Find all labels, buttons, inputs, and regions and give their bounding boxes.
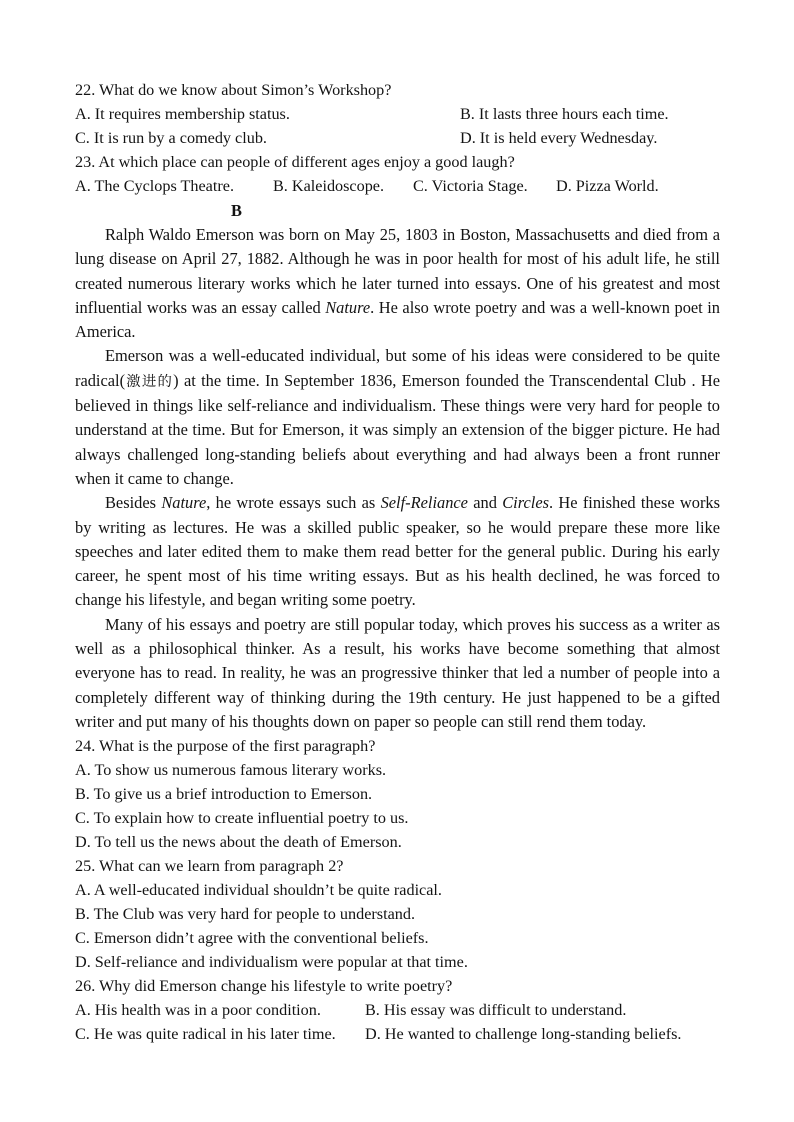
question-24-option-c[interactable]: C. To explain how to create influential poetry to us. — [75, 809, 409, 828]
question-22-option-c[interactable]: C. It is run by a comedy club. — [75, 129, 267, 147]
work-title-nature-2: Nature — [161, 493, 207, 513]
question-22-option-b[interactable]: B. It lasts three hours each time. — [460, 105, 669, 123]
paragraph-2-text-part-2: ) at the time. In September 1836, Emerson founded the Transcendental Club . He believed in things like self-reliance and individualism. These things were very hard for people to understand at the time. But for Emerson, it was simply an extension of the bigger picture. He had always challenged long-standing beliefs about everything and had always been a front runner when it came to change. — [75, 370, 720, 488]
question-25-block — [75, 854, 720, 974]
paragraph-1-text-part-1: Ralph Waldo Emerson was born on May 25, 1803 in Boston, Massachusetts and died from a lung disease on April 27, 1882. Although he was in poor health for most of his adult life, he still created numerous literary works which he later turned into essays. One of his greatest and most influential works was an essay called — [75, 225, 720, 317]
question-26-options-row-2 — [75, 1022, 720, 1046]
chinese-gloss-radical: 激进的 — [125, 373, 174, 390]
question-22-options-row-2 — [75, 126, 720, 150]
question-24-option-d[interactable]: D. To tell us the news about the death of Emerson. — [75, 833, 402, 852]
question-22-options-row-1 — [75, 102, 720, 126]
paragraph-3-text-part-4: . He finished these works by writing as lectures. He was a skilled public speaker, so he would prepare these more like speeches and later edited them to make them read better for the general public. During his early career, he spent most of his time writing essays. But as his health declined, he was forced to change his lifestyle, and began writing some poetry. — [75, 493, 720, 610]
paragraph-3-text-part-2: , he wrote essays such as — [206, 493, 381, 513]
question-26-option-d[interactable]: D. He wanted to challenge long-standing beliefs. — [365, 1025, 682, 1044]
paragraph-1-text-part-2: . He also wrote poetry and was a well-known poet in America. — [75, 297, 720, 342]
work-title-nature: Nature — [325, 297, 371, 317]
passage-paragraph-4: Many of his essays and poetry are still popular today, which proves his success as a writer as well as a philosophical thinker. As a result, his works have become something that almost everyone has to read. In reality, he was an progressive thinker that led a number of people into a completely different way of thinking during the 19th century. He just happened to be a gifted writer and put many of his thoughts down on paper so people can still rend them today. — [75, 614, 720, 731]
question-26-options-row-1 — [75, 998, 720, 1022]
passage-paragraph-2 — [75, 344, 720, 491]
question-26-option-a[interactable]: A. His health was in a poor condition. — [75, 1001, 321, 1020]
question-24-stem: 24. What is the purpose of the first paragraph? — [75, 737, 376, 756]
reading-passage — [75, 223, 720, 734]
paragraph-3-text-part-1: Besides — [105, 493, 162, 513]
paragraph-3-text-part-3: and — [467, 493, 503, 513]
question-23-option-d[interactable]: D. Pizza World. — [556, 177, 659, 195]
question-23-options-row — [75, 174, 720, 198]
question-24-option-b[interactable]: B. To give us a brief introduction to Emerson. — [75, 785, 373, 804]
passage-paragraph-3 — [75, 491, 720, 612]
question-22-option-d[interactable]: D. It is held every Wednesday. — [460, 129, 658, 147]
question-23-option-a[interactable]: A. The Cyclops Theatre. — [75, 177, 234, 195]
question-26-stem: 26. Why did Emerson change his lifestyle to write poetry? — [75, 977, 453, 996]
question-26-option-b[interactable]: B. His essay was difficult to understand. — [365, 1001, 627, 1020]
question-22-block — [75, 78, 720, 150]
section-letter-heading: B — [231, 201, 242, 220]
question-23-block — [75, 150, 720, 198]
question-24-block — [75, 734, 720, 854]
question-25-option-d[interactable]: D. Self-reliance and individualism were popular at that time. — [75, 953, 468, 972]
question-26-block — [75, 974, 720, 1046]
work-title-self-reliance: Self-Reliance — [380, 493, 468, 513]
question-25-option-b[interactable]: B. The Club was very hard for people to understand. — [75, 905, 416, 924]
question-22-stem: 22. What do we know about Simon’s Workshop? — [75, 81, 392, 99]
question-23-option-b[interactable]: B. Kaleidoscope. — [273, 177, 385, 195]
work-title-circles: Circles — [502, 493, 549, 513]
question-22-option-a[interactable]: A. It requires membership status. — [75, 105, 290, 123]
question-25-option-a[interactable]: A. A well-educated individual shouldn’t be quite radical. — [75, 881, 442, 900]
question-25-option-c[interactable]: C. Emerson didn’t agree with the conventional beliefs. — [75, 929, 429, 948]
paragraph-2-text-part-1: Emerson was a well-educated individual, but some of his ideas were considered to be quite radical( — [75, 346, 720, 390]
question-26-option-c[interactable]: C. He was quite radical in his later time. — [75, 1025, 336, 1044]
passage-paragraph-1 — [75, 223, 720, 344]
question-23-option-c[interactable]: C. Victoria Stage. — [413, 177, 528, 195]
question-24-option-a[interactable]: A. To show us numerous famous literary works. — [75, 761, 387, 780]
question-23-stem: 23. At which place can people of different ages enjoy a good laugh? — [75, 153, 515, 171]
question-25-stem: 25. What can we learn from paragraph 2? — [75, 857, 344, 876]
